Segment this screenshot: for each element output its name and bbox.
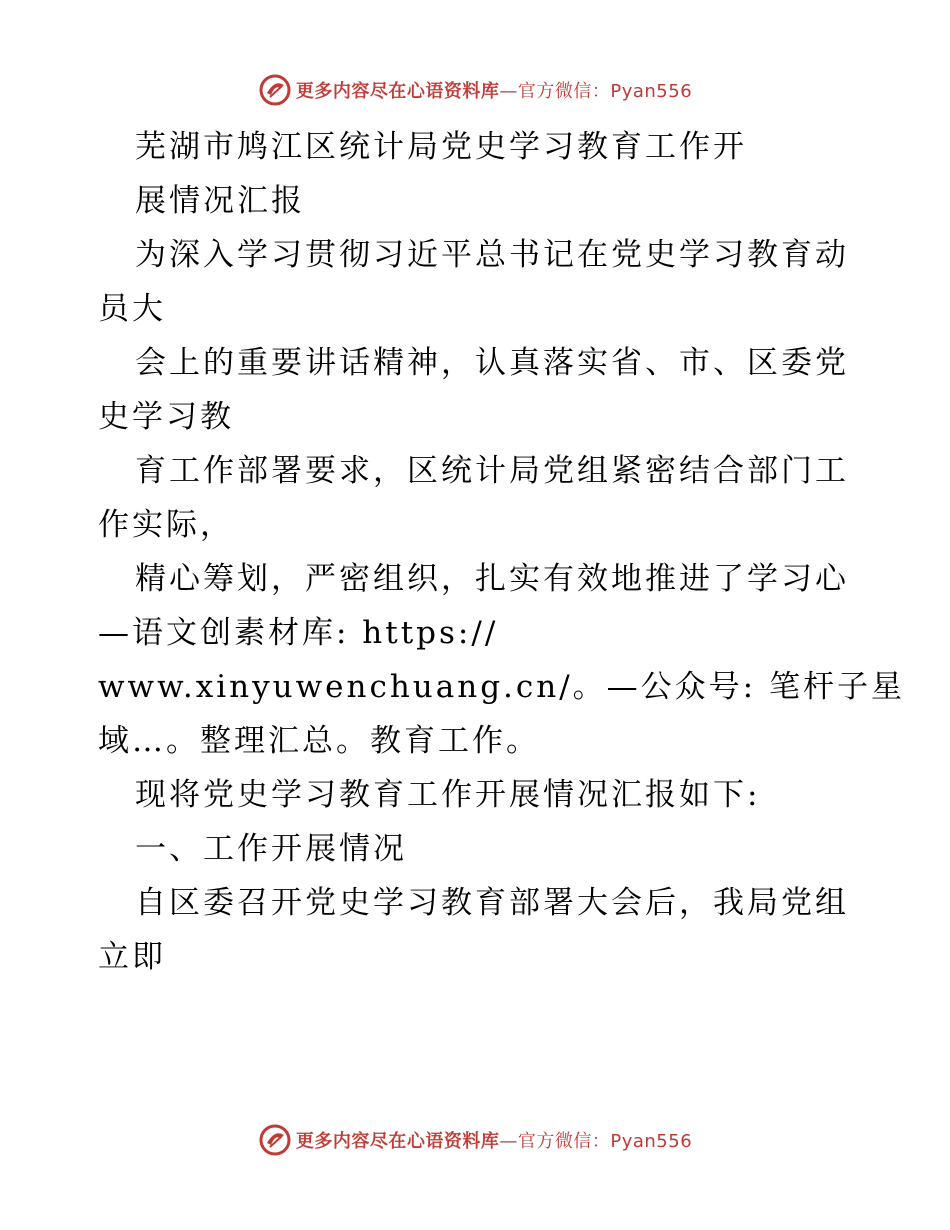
doc-line: 育工作部署要求，区统计局党组紧密结合部门工	[135, 453, 849, 489]
footer-banner	[0, 1120, 950, 1160]
doc-line: —语文创素材库: https://	[98, 615, 499, 651]
document-body	[98, 120, 905, 984]
doc-line: 现将党史学习教育工作开展情况汇报如下:	[135, 777, 761, 813]
doc-line: 精心筹划，严密组织，扎实有效地推进了学习心	[135, 561, 849, 597]
header-banner-sep: —	[499, 81, 518, 102]
logo-icon	[258, 73, 292, 107]
footer-banner-sep: —	[499, 1131, 518, 1152]
doc-line: 域…。整理汇总。教育工作。	[98, 723, 540, 759]
doc-line: 会上的重要讲话精神，认真落实省、市、区委党	[135, 345, 849, 381]
footer-banner-text	[296, 1127, 692, 1153]
logo-icon	[258, 1123, 292, 1157]
header-banner-tail: 官方微信：Pyan556	[517, 81, 693, 102]
doc-line: 自区委召开党史学习教育部署大会后，我局党组	[135, 885, 849, 921]
footer-banner-tail: 官方微信：Pyan556	[517, 1131, 693, 1152]
section-heading: 一、工作开展情况	[135, 831, 407, 867]
doc-line: 作实际，	[98, 507, 234, 543]
header-banner-text	[296, 77, 692, 103]
doc-line: 立即	[98, 939, 166, 975]
header-banner-main: 更多内容尽在心语资料库	[295, 81, 500, 102]
doc-line: 员大	[98, 291, 166, 327]
doc-line: 史学习教	[98, 399, 234, 435]
doc-line: www.xinyuwenchuang.cn/。—公众号: 笔杆子星	[98, 669, 905, 705]
doc-line: 为深入学习贯彻习近平总书记在党史学习教育动	[135, 237, 849, 273]
doc-title-line-1: 芜湖市鸠江区统计局党史学习教育工作开	[135, 129, 747, 165]
footer-banner-main: 更多内容尽在心语资料库	[295, 1131, 500, 1152]
header-banner	[0, 70, 950, 110]
doc-title-line-2: 展情况汇报	[135, 183, 305, 219]
